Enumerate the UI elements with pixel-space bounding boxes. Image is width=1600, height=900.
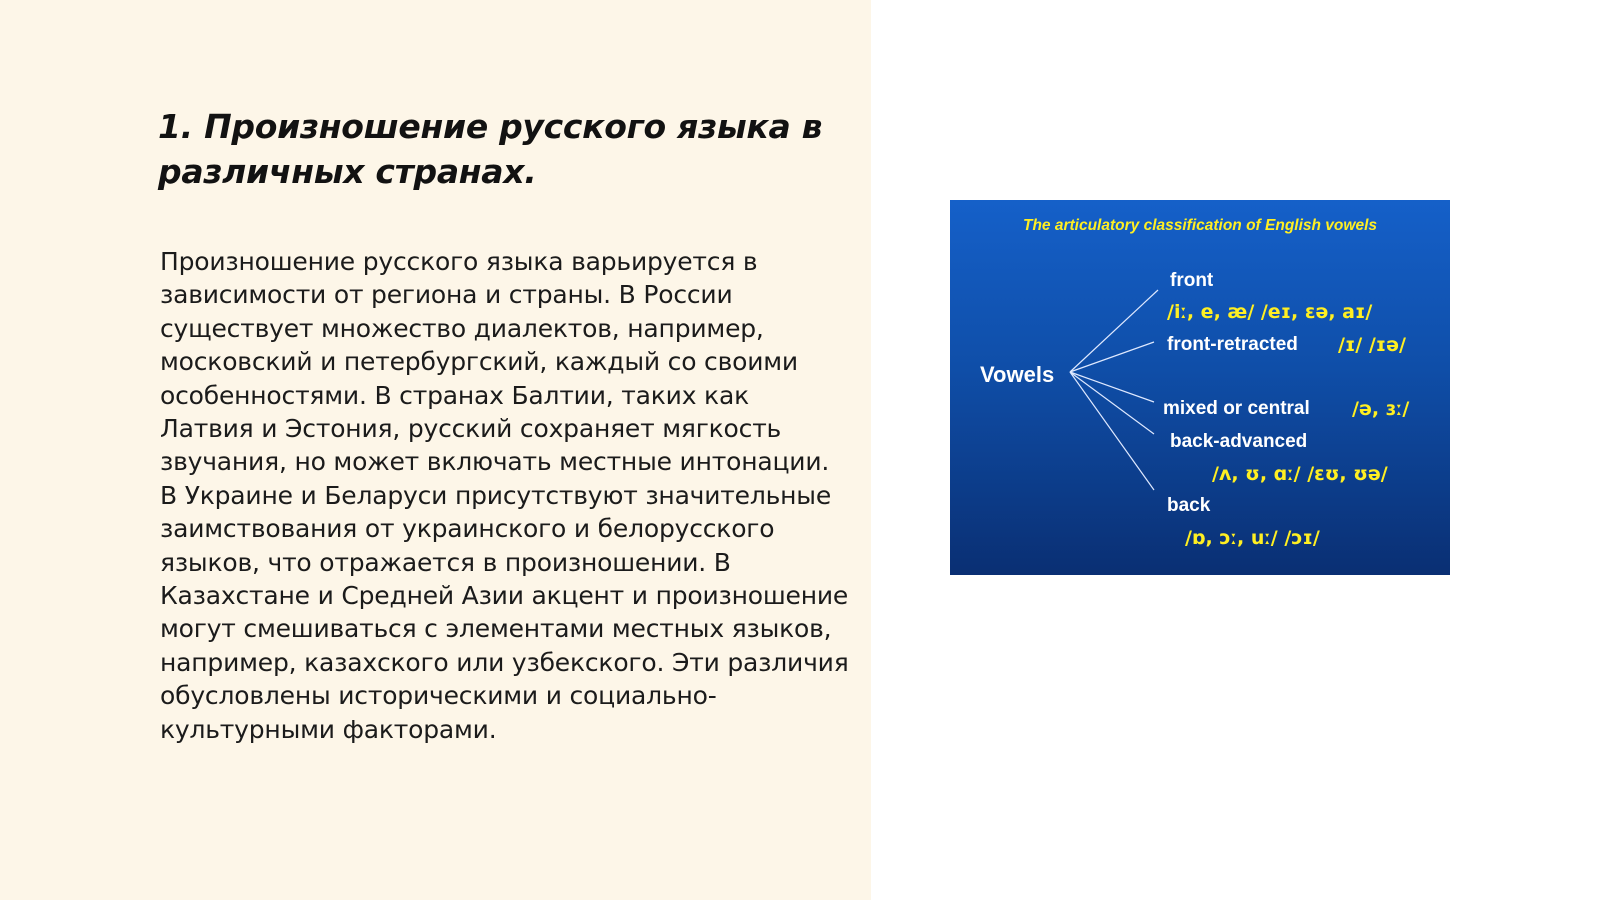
front-ipa: /iː, e, æ/ /eɪ, ɛə, aɪ/ bbox=[1167, 301, 1373, 323]
back-advanced-ipa: /ʌ, ʊ, ɑː/ /ɛʊ, ʊə/ bbox=[1212, 463, 1388, 485]
branch-line-back bbox=[1070, 372, 1154, 490]
central-label: mixed or central bbox=[1163, 398, 1310, 419]
branch-line-front bbox=[1070, 290, 1158, 372]
slide-body-text: Произношение русского языка варьируется в зависимости от региона и страны. В России существует множество диалектов, например, московский и петербургский, каждый со своими особенностями. В странах Балтии, таких как Латвия и Эстония, русский сохраняет мягкость звучания, но может включать местные интонации. В Украине и Беларуси присутствуют значительные заимствования от украинского и белорусского языков, что отражается в произношении. В Казахстане и Средней Азии акцент и произношение могут смешиваться с элементами местных языков, например, казахского или узбекского. Эти различия обусловлены историческими и социально-культурными факторами. bbox=[160, 247, 849, 744]
central-ipa: /ə, ɜː/ bbox=[1352, 398, 1410, 420]
vowels-root-label: Vowels bbox=[980, 362, 1055, 387]
front-retracted-ipa: /ɪ/ /ɪə/ bbox=[1338, 334, 1406, 356]
branch-line-back-advanced bbox=[1070, 372, 1154, 434]
slide-heading: 1. Произношение русского языка в различных странах. bbox=[158, 107, 823, 191]
back-advanced-label: back-advanced bbox=[1170, 431, 1308, 452]
image-title: The articulatory classification of English vowels bbox=[1022, 217, 1377, 234]
vowel-classification-image bbox=[950, 200, 1450, 575]
branch-line-central bbox=[1070, 372, 1154, 402]
front-retracted-label: front-retracted bbox=[1167, 334, 1298, 355]
front-label: front bbox=[1170, 270, 1214, 291]
branch-line-front-retracted bbox=[1070, 342, 1154, 372]
back-ipa: /ɒ, ɔː, uː/ /ɔɪ/ bbox=[1185, 527, 1320, 549]
back-label: back bbox=[1167, 495, 1211, 516]
